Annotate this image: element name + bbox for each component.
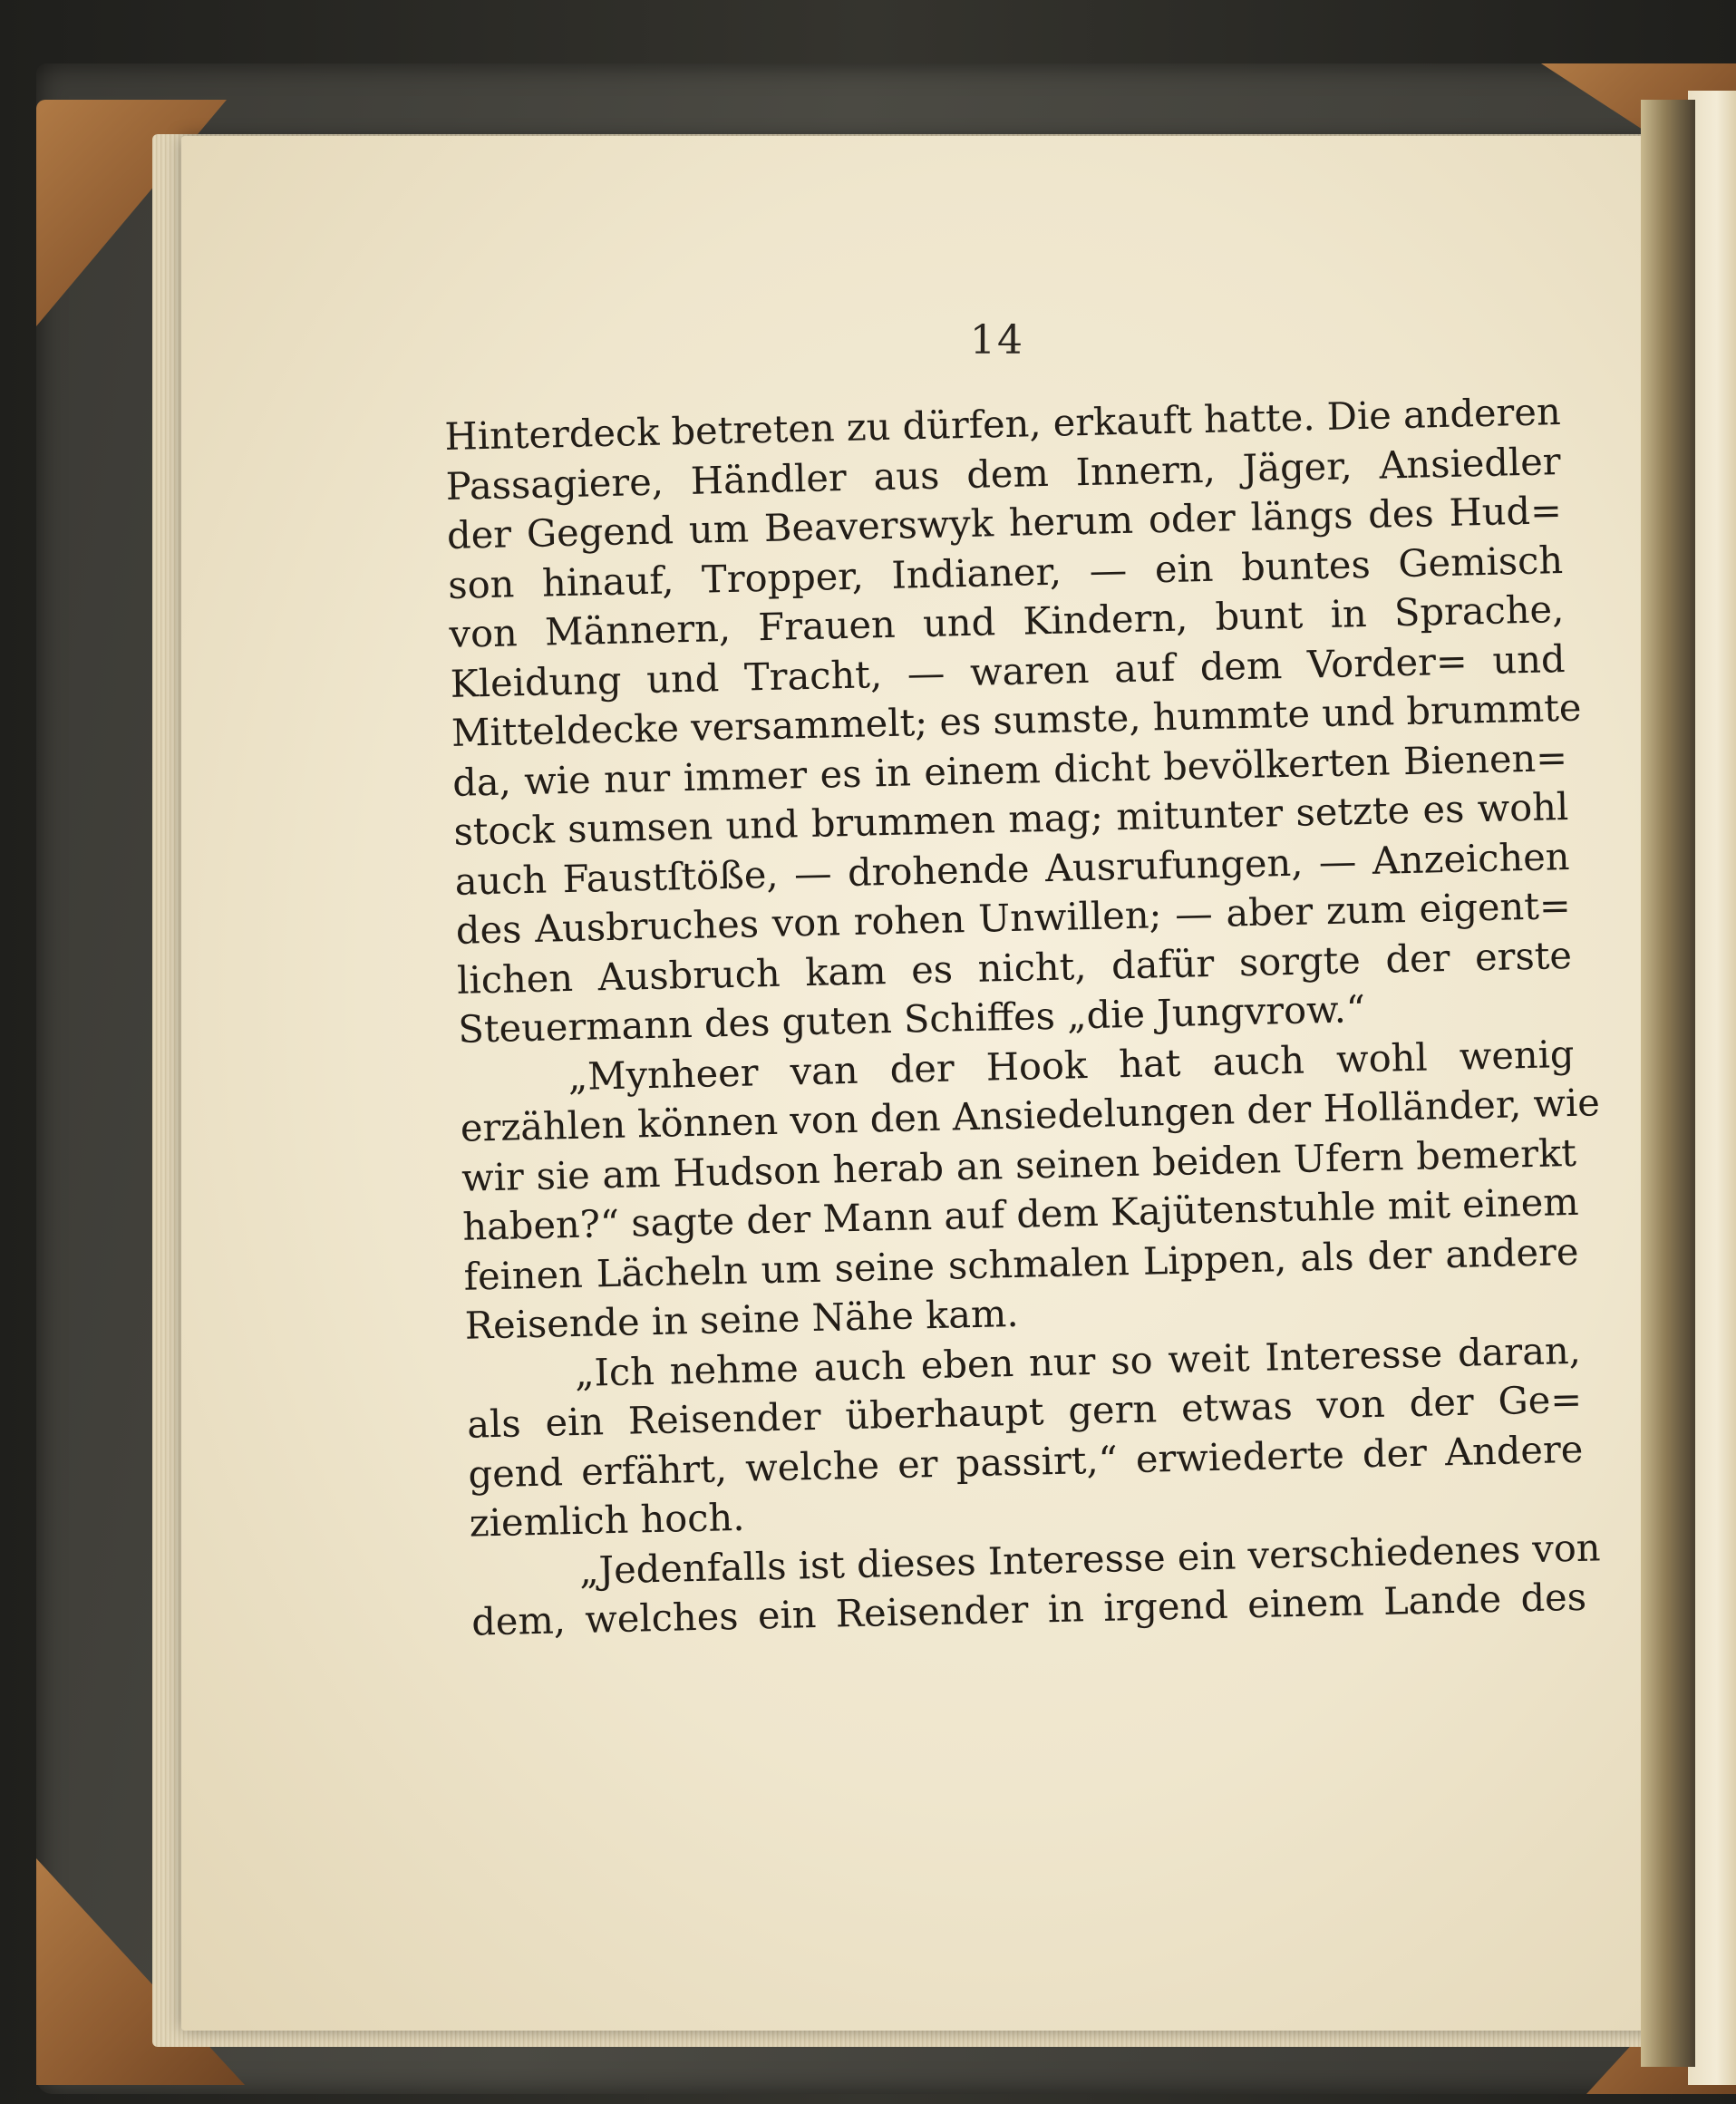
text-line: Kleidung und Tracht, — waren auf dem Vorder= und <box>450 635 1566 706</box>
text-line: erzählen können von den Ansiedelungen der Holländer, wie <box>460 1080 1601 1150</box>
text-line: als ein Reisender überhaupt gern etwas von der Ge= <box>466 1376 1583 1447</box>
page-number: 14 <box>970 317 1024 364</box>
text-line: der Gegend um Beaverswyk herum oder längs des Hud= <box>446 488 1563 558</box>
text-line: von Männern, Frauen und Kindern, bunt in Sprache, <box>448 587 1565 656</box>
text-line: „Jedenfalls ist dieses Interesse ein verschiedenes von <box>578 1524 1602 1593</box>
text-line: Steuermann des guten Schiffes „die Jungvrow.“ <box>457 986 1366 1052</box>
text-line: Reisende in seine Nähe kam. <box>464 1290 1020 1348</box>
text-line: son hinauf, Tropper, Indianer, — ein buntes Gemisch <box>447 537 1564 607</box>
text-line: gend erfährt, welche er passirt,“ erwiederte der Andere <box>468 1426 1584 1497</box>
text-line: lichen Ausbruch kam es nicht, dafür sorgte der erste <box>456 932 1573 1003</box>
text-line: „Ich nehme auch eben nur so weit Interesse daran, <box>574 1327 1582 1395</box>
text-line: da, wie nur immer es in einem dicht bevölkerten Bienen= <box>451 734 1568 805</box>
text-line: des Ausbruches von rohen Unwillen; — aber zum eigent= <box>455 882 1572 953</box>
text-line: wir sie am Hudson herab an seinen beiden Ufern bemerkt <box>461 1130 1577 1200</box>
text-line: ziemlich hoch. <box>469 1494 745 1546</box>
text-line: stock sumsen und brummen mag; mitunter setzte es wohl <box>452 783 1569 854</box>
text-line: Mitteldecke versammelt; es sumste, hummte und brummte <box>451 684 1582 755</box>
text-line: Passagiere, Händler aus dem Innern, Jäger, Ansiedler <box>445 438 1562 509</box>
text-line: „Mynheer van der Hook hat auch wohl wenig <box>567 1031 1575 1099</box>
text-line: auch Faustſtöße, — drohende Ausrufungen, — Anzeichen <box>454 833 1570 904</box>
page-text <box>444 387 1602 1647</box>
text-line: feinen Lächeln um seine schmalen Lippen, als der andere <box>463 1228 1579 1299</box>
text-line: dem, welches ein Reisender in irgend einem Lande des <box>470 1574 1587 1644</box>
text-line: Hinterdeck betreten zu dürfen, erkauft hatte. Die anderen <box>444 389 1562 459</box>
text-line: haben?“ sagte der Mann auf dem Kajütenstuhle mit einem <box>461 1178 1580 1249</box>
book-gutter <box>1641 100 1695 2067</box>
